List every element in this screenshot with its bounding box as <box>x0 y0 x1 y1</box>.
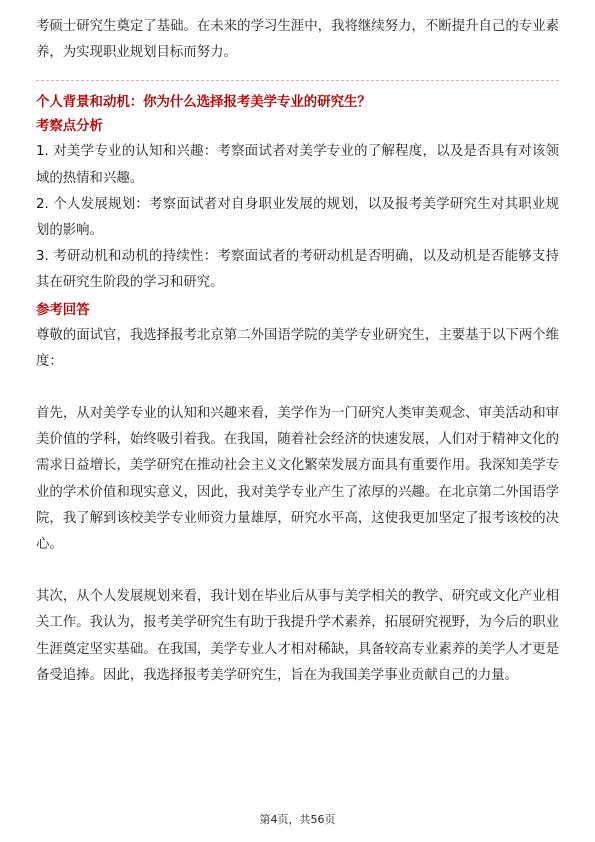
analysis-item: 1. 对美学专业的认知和兴趣：考察面试者对美学专业的了解程度，以及是否具有对该领域的热情和兴趣。 <box>36 144 559 186</box>
analysis-heading: 考察点分析 <box>36 119 103 135</box>
answer-paragraph: 首先，从对美学专业的认知和兴趣来看，美学作为一门研究人类审美观念、审美活动和审美价值的学科，始终吸引着我。在我国，随着社会经济的快速发展，人们对于精神文化的需求日益增长，美学研究在推动社会主义文化繁荣发展方面具有重要作用。我深知美学专业的学术价值和现实意义，因此，我对美学专业产生了浓厚的兴趣。在北京第二外国语学院，我了解到该校美学专业师资力量雄厚，研究水平高，这使我更加坚定了报考该校的决心。 <box>36 406 559 553</box>
analysis-item: 2. 个人发展规划：考察面试者对自身职业发展的规划，以及报考美学研究生对其职业规划的影响。 <box>36 196 559 239</box>
analysis-item: 3. 考研动机和动机的持续性：考察面试者的考研动机是否明确，以及动机是否能够支持其在研究生阶段的学习和研究。 <box>36 249 559 291</box>
document-page <box>36 14 559 689</box>
answer-paragraph: 其次，从个人发展规划来看，我计划在毕业后从事与美学相关的教学、研究或文化产业相关工作。我认为，报考美学研究生有助于我提升学术素养，拓展研究视野，为今后的职业生涯奠定坚实基础。在我国，美学专业人才相对稀缺，具备较高专业素养的美学人才更是备受追捧。因此，我选择报考美学研究生，旨在为我国美学事业贡献自己的力量。 <box>36 589 559 683</box>
question-heading: 个人背景和动机：你为什么选择报考美学专业的研究生？ <box>36 95 371 111</box>
page-number: 第4页，共56页 <box>259 813 336 826</box>
answer-paragraph: 尊敬的面试官，我选择报考北京第二外国语学院的美学专业研究生，主要基于以下两个维度： <box>36 327 559 369</box>
answer-heading: 参考回答 <box>36 302 90 318</box>
intro-paragraph: 考硕士研究生奠定了基础。在未来的学习生涯中，我将继续努力，不断提升自己的专业素养，为实现职业规划目标而努力。 <box>36 19 559 61</box>
section-divider <box>36 80 559 81</box>
